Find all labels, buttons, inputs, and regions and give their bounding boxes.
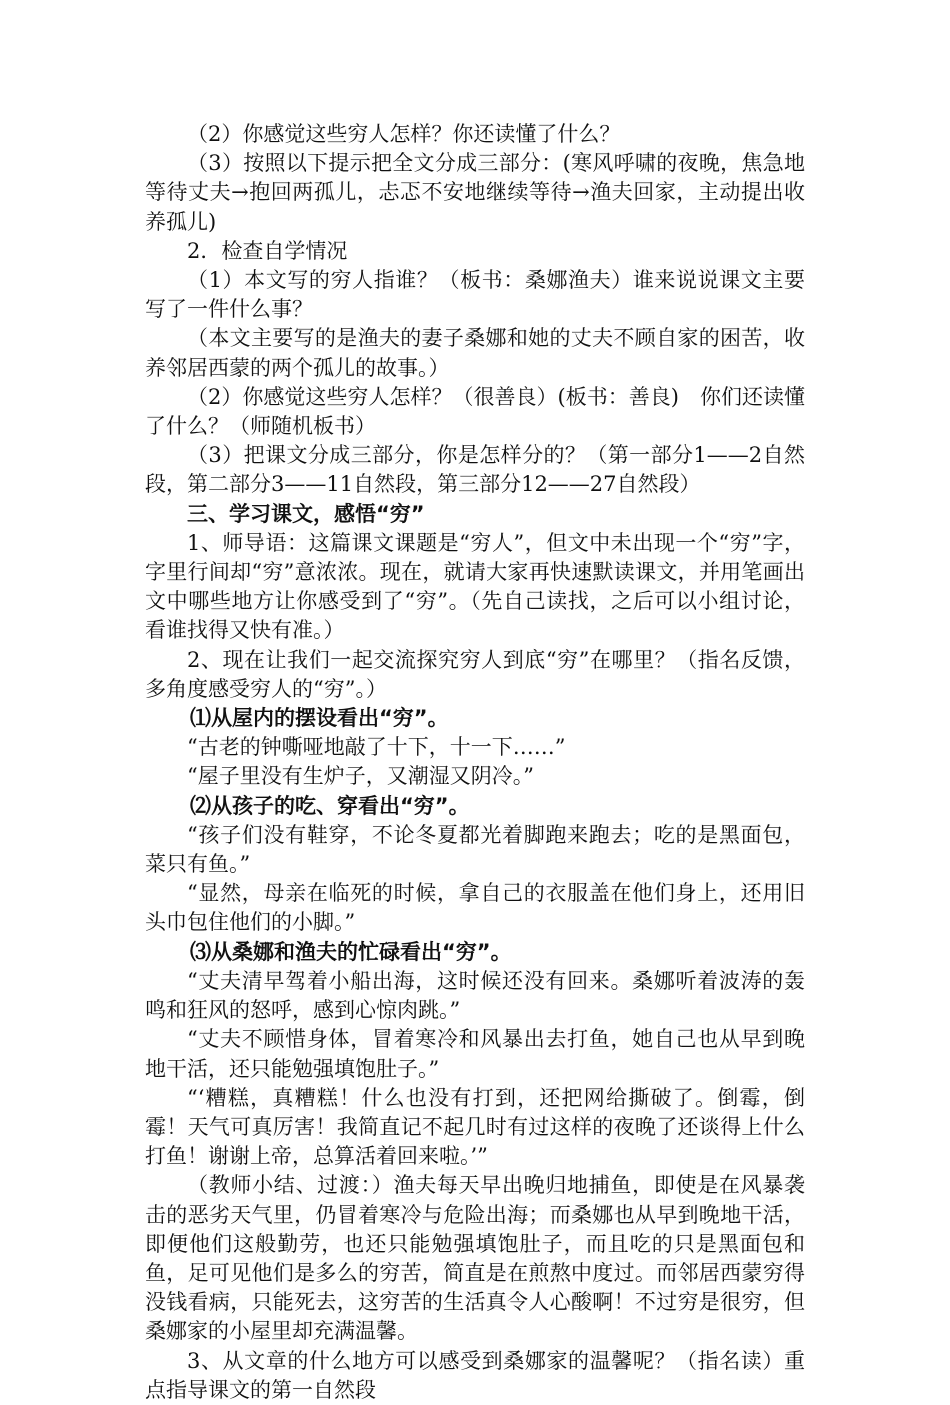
quote: “丈夫清早驾着小船出海，这时候还没有回来。桑娜听着波涛的轰鸣和狂风的怒呼，感到心惊肉跳。” — [145, 968, 805, 1023]
quote: “屋子里没有生炉子，又潮湿又阴冷。” — [187, 764, 534, 789]
paragraph: （3）按照以下提示把全文分成三部分：(寒风呼啸的夜晚，焦急地等待丈夫→抱回两孤儿，忐忑不安地继续等待→渔夫回家，主动提出收养孤儿) — [145, 151, 805, 234]
subheading: ⑶从桑娜和渔夫的忙碌看出“穷”。 — [190, 939, 512, 964]
quote: “古老的钟嘶哑地敲了十下，十一下……” — [187, 735, 566, 760]
subheading: ⑴从屋内的摆设看出“穷”。 — [190, 706, 449, 731]
subheading: ⑵从孩子的吃、穿看出“穷”。 — [190, 793, 470, 818]
quote: “显然，母亲在临死的时候，拿自己的衣服盖在他们身上，还用旧头巾包住他们的小脚。” — [145, 881, 805, 935]
section-heading: 三、学习课文，感悟“穷” — [187, 501, 425, 526]
paragraph: （3）把课文分成三部分，你是怎样分的？（第一部分1——2自然段，第二部分3——11自然段，第三部分12——27自然段） — [145, 443, 805, 497]
paragraph: 2．检查自学情况 — [187, 238, 348, 263]
paragraph: 3、从文章的什么地方可以感受到桑娜家的温馨呢？（指名读）重点指导课文的第一自然段 — [145, 1348, 805, 1402]
paragraph: （2）你感觉这些穷人怎样？你还读懂了什么？ — [187, 122, 621, 146]
paragraph: （1）本文写的穷人指谁？（板书：桑娜渔夫）谁来说说课文主要写了一件什么事？ — [145, 268, 805, 322]
document-page — [145, 120, 805, 1405]
quote: “‘糟糕，真糟糕！什么也没有打到，还把网给撕破了。倒霉，倒霉！天气可真厉害！我简直记不起几时有过这样的夜晚了还谈得上什么打鱼！谢谢上帝，总算活着回来啦。’” — [145, 1085, 805, 1169]
paragraph: 2、现在让我们一起交流探究穷人到底“穷”在哪里？（指名反馈，多角度感受穷人的“穷”。） — [145, 647, 805, 701]
quote: “丈夫不顾惜身体，冒着寒冷和风暴出去打鱼，她自己也从早到晚地干活，还只能勉强填饱肚子。” — [145, 1027, 805, 1081]
quote: “孩子们没有鞋穿，不论冬夏都光着脚跑来跑去；吃的是黑面包，菜只有鱼。” — [145, 822, 805, 877]
paragraph: （教师小结、过渡：）渔夫每天早出晚归地捕鱼，即使是在风暴袭击的恶劣天气里，仍冒着寒冷与危险出海；而桑娜也从早到晚地干活，即便他们这般勤劳，也还只能勉强填饱肚子，而且吃的只是黑面包和鱼，足可见他们是多么的穷苦，简直是在煎熬中度过。而邻居西蒙穷得没钱看病，只能死去，这穷苦的生活真令人心酸啊！不过穷是很穷，但桑娜家的小屋里却充满温馨。 — [145, 1173, 805, 1344]
paragraph: （本文主要写的是渔夫的妻子桑娜和她的丈夫不顾自家的困苦，收养邻居西蒙的两个孤儿的故事。） — [145, 326, 805, 380]
paragraph: 1、师导语：这篇课文课题是“穷人”，但文中未出现一个“穷”字，字里行间却“穷”意浓浓。现在，就请大家再快速默读课文，并用笔画出文中哪些地方让你感受到了“穷”。（先自己读找，之后可以小组讨论，看谁找得又快有准。） — [145, 530, 805, 643]
paragraph: （2）你感觉这些穷人怎样？（很善良）(板书：善良) 你们还读懂了什么？（师随机板书） — [145, 384, 805, 439]
